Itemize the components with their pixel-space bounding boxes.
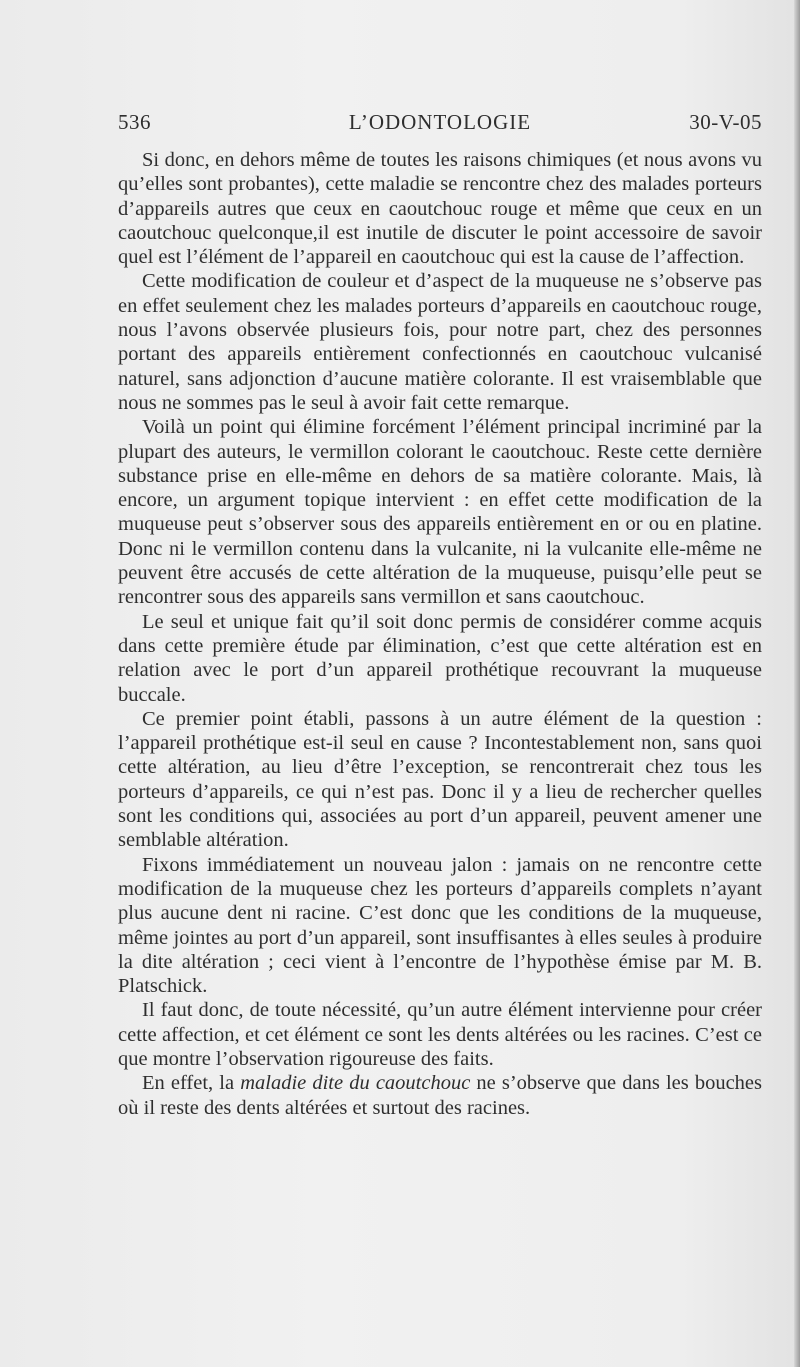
paragraph: Fixons immédiatement un nouveau jalon : jamais on ne rencontre cette modification de la muqueuse chez les porteurs d’appareils complets n’ayant plus aucune dent ni racine. C’est donc que les conditions de la muqueuse, même jointes au port d’un appareil, sont insuffisantes à elles seules à produire la dite altération ; ceci vient à l’encontre de l’hypothèse émise par M. B. Platschick. <box>118 853 762 998</box>
paragraph: Le seul et unique fait qu’il soit donc permis de considérer comme acquis dans cette première étude par élimination, c’est que cette altération est en relation avec le port d’un appareil prothétique recouvrant la muqueuse buccale. <box>118 610 762 706</box>
paragraph: Il faut donc, de toute nécessité, qu’un autre élément intervienne pour créer cette affection, et cet élément ce sont les dents altérées ou les racines. C’est ce que montre l’observation rigoureuse des faits. <box>118 999 762 1070</box>
body-text <box>118 148 762 1120</box>
paragraph-last <box>118 1071 762 1120</box>
paragraph: Si donc, en dehors même de toutes les raisons chimiques (et nous avons vu qu’elles sont probantes), cette maladie se rencontre chez des malades porteurs d’appareils autres que ceux en caoutchouc rouge et même que ceux en un caoutchouc quelconque,il est inutile de discuter le point accessoire de savoir quel est l’élément de l’appareil en caoutchouc qui est la cause de l’affection. <box>118 149 762 269</box>
page-edge <box>794 0 800 1367</box>
text-run: ne s’observe que dans les bouches où il reste des dents altérées et surtout des racines. <box>118 1072 762 1119</box>
paragraph: Cette modification de couleur et d’aspect de la muqueuse ne s’observe pas en effet seulement chez les malades porteurs d’appareils en caoutchouc rouge, nous l’avons observée plusieurs fois, pour notre part, chez des personnes portant des appareils entièrement confectionnés en caoutchouc vulcanisé naturel, sans adjonction d’aucune matière colorante. Il est vraisemblable que nous ne sommes pas le seul à avoir fait cette remarque. <box>118 270 762 414</box>
page-number: 536 <box>118 110 151 134</box>
page-header <box>118 110 762 140</box>
issue-date: 30-V-05 <box>689 110 762 134</box>
italic-term: maladie dite du caoutchouc <box>240 1072 471 1095</box>
paragraph: Voilà un point qui élimine forcément l’élément principal incriminé par la plupart des auteurs, le vermillon colorant le caoutchouc. Reste cette dernière substance prise en elle-même en dehors de sa matière colorante. Mais, là encore, un argument topique intervient : en effet cette modification de la muqueuse peut s’observer sous des appareils entièrement en or ou en platine. Donc ni le vermillon contenu dans la vulcanite, ni la vulcanite elle-même ne peuvent être accusés de cette altération de la muqueuse, puisqu’elle peut se rencontrer sous des appareils sans vermillon et sans caoutchouc. <box>118 416 762 609</box>
text-run: En effet, la <box>142 1072 241 1095</box>
running-title: L’ODONTOLOGIE <box>348 110 532 134</box>
paragraph: Ce premier point établi, passons à un autre élément de la question : l’appareil prothétique est-il seul en cause ? Incontestablement non, sans quoi cette altération, au lieu d’être l’exception, se rencontrerait chez tous les porteurs d’appareils, ce qui n’est pas. Donc il y a lieu de rechercher quelles sont les conditions qui, associées au port d’un appareil, peuvent amener une semblable altération. <box>118 707 762 852</box>
